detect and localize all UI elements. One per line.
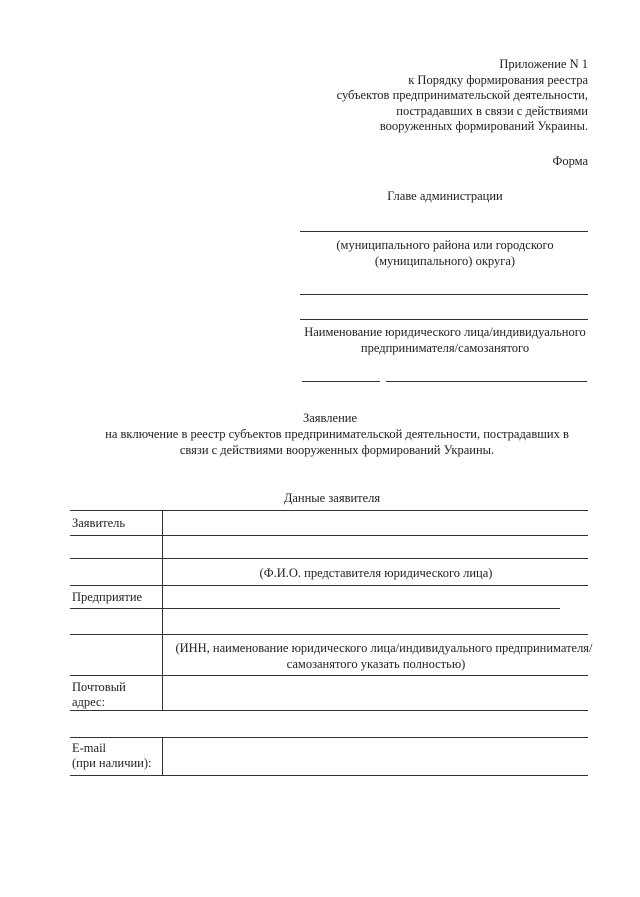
- email-label: E-mail: [72, 741, 107, 755]
- table-column-divider: [162, 510, 163, 710]
- applicant-field[interactable]: [164, 511, 588, 535]
- municipality-line[interactable]: [300, 294, 588, 295]
- table-rule: [70, 710, 588, 711]
- applicant-label: Заявитель: [72, 516, 126, 530]
- table-heading: Данные заявителя: [283, 491, 381, 505]
- signature-line-left[interactable]: [302, 381, 380, 382]
- appendix-line: Приложение N 1: [499, 57, 588, 71]
- enterprise-label: Предприятие: [72, 590, 143, 604]
- entity-caption: Наименование юридического лица/индивидуального: [304, 325, 586, 339]
- appendix-line: вооруженных формирований Украины.: [379, 119, 588, 133]
- inn-caption: (ИНН, наименование юридического лица/индивидуального предпринимателя/: [175, 641, 593, 655]
- appendix-block: [337, 57, 588, 135]
- email-field[interactable]: [164, 738, 588, 775]
- table-column-divider: [162, 737, 163, 775]
- addressee-name-line[interactable]: [300, 231, 588, 232]
- postal-label: Почтовый: [72, 680, 126, 694]
- statement-title: Заявление: [302, 411, 357, 425]
- entity-caption: предпринимателя/самозанятого: [360, 341, 530, 355]
- table-rule: [70, 634, 588, 635]
- postal-label: адрес:: [72, 695, 106, 709]
- email-label: (при наличии):: [72, 756, 152, 770]
- representative-name-field[interactable]: [164, 536, 588, 558]
- municipality-caption: (муниципального) округа): [374, 254, 516, 268]
- postal-address-field[interactable]: [164, 676, 588, 710]
- enterprise-field[interactable]: [164, 586, 588, 608]
- addressee-title: Главе администрации: [387, 189, 503, 203]
- inn-caption: самозанятого указать полностью): [286, 657, 466, 671]
- municipality-caption: (муниципального района или городского: [336, 238, 554, 252]
- appendix-line: к Порядку формирования реестра: [408, 72, 588, 87]
- enterprise-field-2[interactable]: [164, 609, 588, 633]
- form-label: Форма: [552, 154, 588, 168]
- appendix-line: пострадавших в связи с действиями: [396, 103, 588, 118]
- entity-name-line[interactable]: [300, 319, 588, 320]
- representative-caption: (Ф.И.О. представителя юридического лица): [259, 566, 493, 580]
- signature-line-right[interactable]: [386, 381, 587, 382]
- statement-subtitle: на включение в реестр субъектов предпринимательской деятельности, пострадавших в: [105, 427, 569, 441]
- statement-subtitle: связи с действиями вооруженных формирований Украины.: [179, 443, 495, 457]
- table-rule: [70, 775, 588, 776]
- appendix-line: субъектов предпринимательской деятельности,: [336, 88, 588, 102]
- table-rule: [70, 558, 588, 559]
